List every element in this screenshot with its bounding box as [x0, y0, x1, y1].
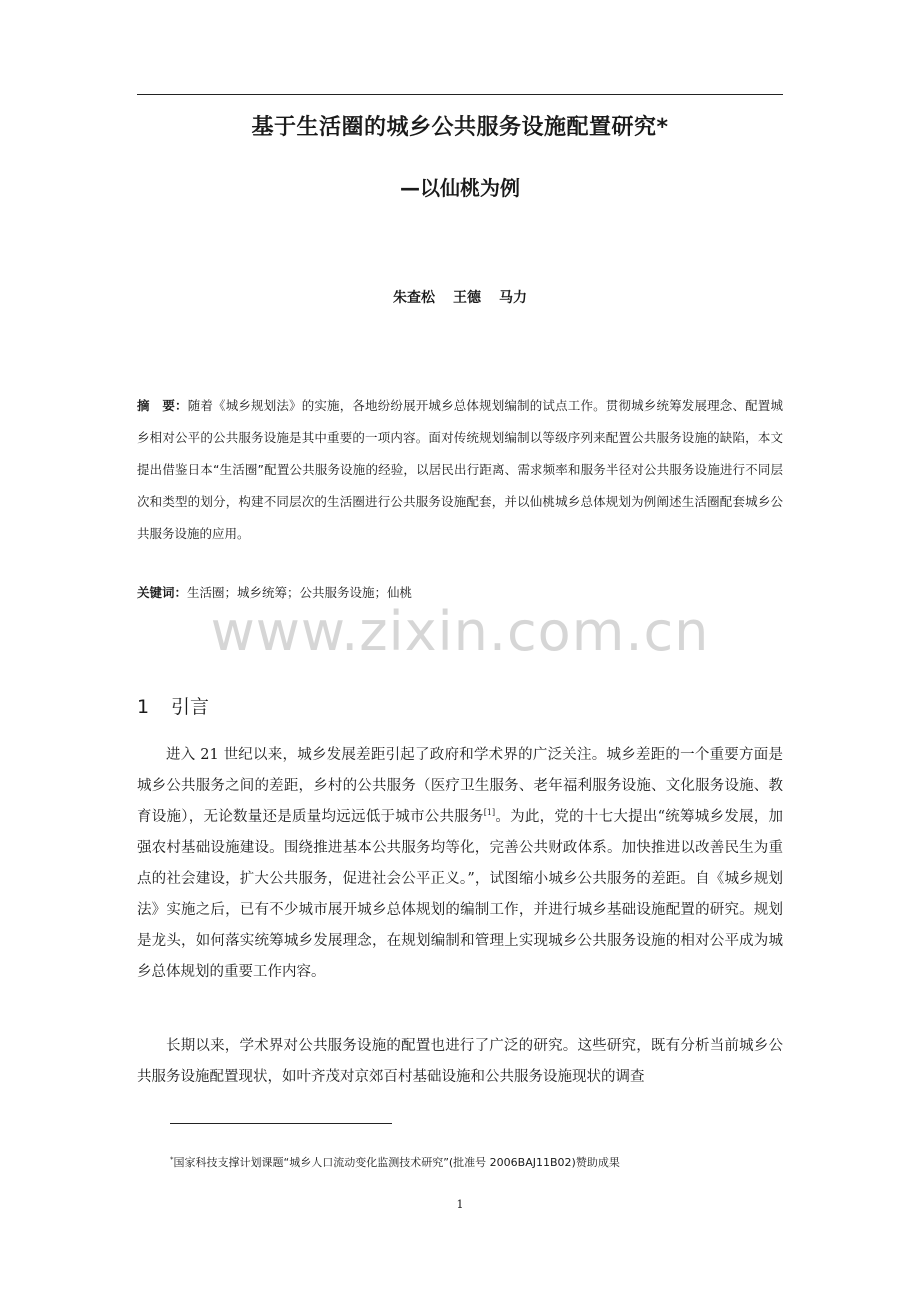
author-name: 朱查松 — [393, 290, 435, 306]
citation-ref[interactable]: [1] — [483, 808, 496, 818]
abstract-label: 摘 要： — [137, 398, 188, 413]
keywords-label: 关键词： — [137, 585, 188, 600]
paper-title: 基于生活圈的城乡公共服务设施配置研究* — [251, 115, 669, 140]
body-paragraph: 长期以来，学术界对公共服务设施的配置也进行了广泛的研究。这些研究，既有分析当前城乡公共服务设施配置现状，如叶齐茂对京郊百村基础设施和公共服务设施现状的调查 — [137, 1038, 783, 1085]
author-name: 马力 — [499, 290, 527, 306]
keywords-text: 生活圈；城乡统筹；公共服务设施；仙桃 — [187, 585, 413, 600]
watermark: www.zixin.com.cn — [210, 600, 710, 663]
abstract-text: 随着《城乡规划法》的实施，各地纷纷展开城乡总体规划编制的试点工作。贯彻城乡统筹发展理念、配置城乡相对公平的公共服务设施是其中重要的一项内容。面对传统规划编制以等级序列来配置公共服务设施的缺陷，本文提出借鉴日本“生活圈”配置公共服务设施的经验，以居民出行距离、需求频率和服务半径对公共服务设施进行不同层次和类型的划分，构建不同层次的生活圈进行公共服务设施配套，并以仙桃城乡总体规划为例阐述生活圈配套城乡公共服务设施的应用。 — [137, 398, 783, 541]
footnote — [170, 1154, 620, 1170]
keywords — [137, 583, 783, 601]
section-heading — [137, 692, 209, 719]
paragraph-text: 。为此，党的十七大提出“统筹城乡发展，加强农村基础设施建设。围绕推进基本公共服务均等化，完善公共财政体系。加快推进以改善民生为重点的社会建设，扩大公共服务，促进社会公平正义。”，试图缩小城乡公共服务的差距。自《城乡规划法》实施之后，已有不少城市展开城乡总体规划的编制工作，并进行城乡基础设施配置的研究。规划是龙头，如何落实统筹城乡发展理念，在规划编制和管理上实现城乡公共服务设施的相对公平成为城乡总体规划的重要工作内容。 — [137, 809, 783, 980]
author-list — [0, 287, 920, 307]
body-paragraph — [137, 740, 783, 988]
footnote-mark: * — [170, 1155, 174, 1164]
section-number: 1 — [137, 696, 150, 718]
page-number: 1 — [456, 1198, 464, 1211]
paper-subtitle: —以仙桃为例 — [400, 176, 520, 200]
author-name: 王德 — [453, 290, 481, 306]
section-title: 引言 — [171, 696, 210, 718]
header-rule — [137, 94, 783, 95]
footnote-text: 国家科技支撑计划课题“城乡人口流动变化监测技术研究”(批准号 2006BAJ11B02)赞助成果 — [173, 1156, 620, 1169]
abstract — [137, 390, 783, 550]
footnote-rule — [170, 1123, 392, 1124]
paragraph-text: 进入 21 世纪以来，城乡发展差距引起了政府和学术界的广泛关注。城乡差距的一个重要方面是城乡公共服务之间的差距，乡村的公共服务（医疗卫生服务、老年福利服务设施、文化服务设施、教育设施），无论数量还是质量均远远低于城市公共服务 — [137, 747, 783, 825]
